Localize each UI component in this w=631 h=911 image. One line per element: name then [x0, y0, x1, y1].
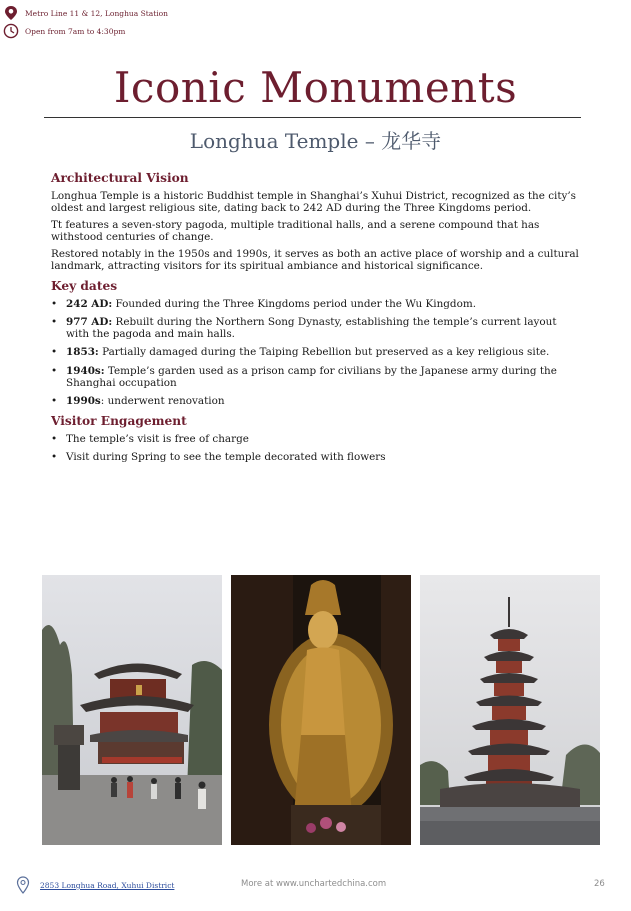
- architecture-paragraph-3: Restored notably in the 1950s and 1990s, it serves as both an active place of worship and a cultural landmark, attracting visitors for its spiritual ambiance and historical significance.: [51, 248, 579, 272]
- visitor-list: [51, 434, 582, 464]
- list-item: • The temple’s visit is free of charge: [51, 432, 249, 445]
- list-item: • 1853: Partially damaged during the Taiping Rebellion but preserved as a key religious site.: [51, 346, 550, 359]
- list-item: • 1990s: underwent renovation: [51, 395, 225, 408]
- address-link[interactable]: 2853 Longhua Road, Xuhui District: [40, 881, 175, 890]
- page-subtitle: Longhua Temple – 龙华寺: [189, 129, 442, 153]
- hours-text: Open from 7am to 4:30pm: [25, 26, 126, 36]
- page-number: 26: [594, 879, 605, 889]
- key-dates-list: [51, 299, 582, 408]
- metro-info: [2, 5, 168, 21]
- architecture-heading: Architectural Vision: [51, 171, 189, 185]
- pagoda-photo: [420, 575, 600, 845]
- key-dates-heading: Key dates: [51, 278, 118, 293]
- metro-text: Metro Line 11 & 12, Longhua Station: [25, 8, 168, 18]
- clock-icon: [2, 23, 20, 39]
- title-divider: [44, 117, 581, 118]
- list-item: • 242 AD: Founded during the Three Kingdoms period under the Wu Kingdom.: [51, 297, 476, 310]
- page-title: Iconic Monuments: [113, 63, 518, 112]
- visitor-heading: Visitor Engagement: [51, 413, 187, 428]
- architecture-paragraph-1: Longhua Temple is a historic Buddhist temple in Shanghai’s Xuhui District, recognized as the city’s oldest and largest religious site, dating back to 242 AD during the Three Kingdoms period.: [51, 190, 577, 214]
- list-item: • 977 AD: Rebuilt during the Northern Song Dynasty, establishing the temple’s current layout with the pagoda and main halls.: [51, 316, 557, 340]
- footer-location-icon: [16, 876, 30, 898]
- temple-hall-photo: [42, 575, 222, 845]
- list-item: • Visit during Spring to see the temple decorated with flowers: [51, 451, 386, 464]
- golden-buddha-photo: [231, 575, 411, 845]
- architecture-paragraph-2: Tt features a seven-story pagoda, multiple traditional halls, and a serene compound that has withstood centuries of change.: [51, 219, 540, 243]
- location-pin-icon: [2, 5, 20, 21]
- website-text: More at www.unchartedchina.com: [241, 879, 387, 889]
- list-item: • 1940s: Temple’s garden used as a prison camp for civilians by the Japanese army during the Shanghai occupation: [51, 364, 557, 389]
- hours-info: [2, 23, 125, 39]
- main-content: [51, 170, 582, 464]
